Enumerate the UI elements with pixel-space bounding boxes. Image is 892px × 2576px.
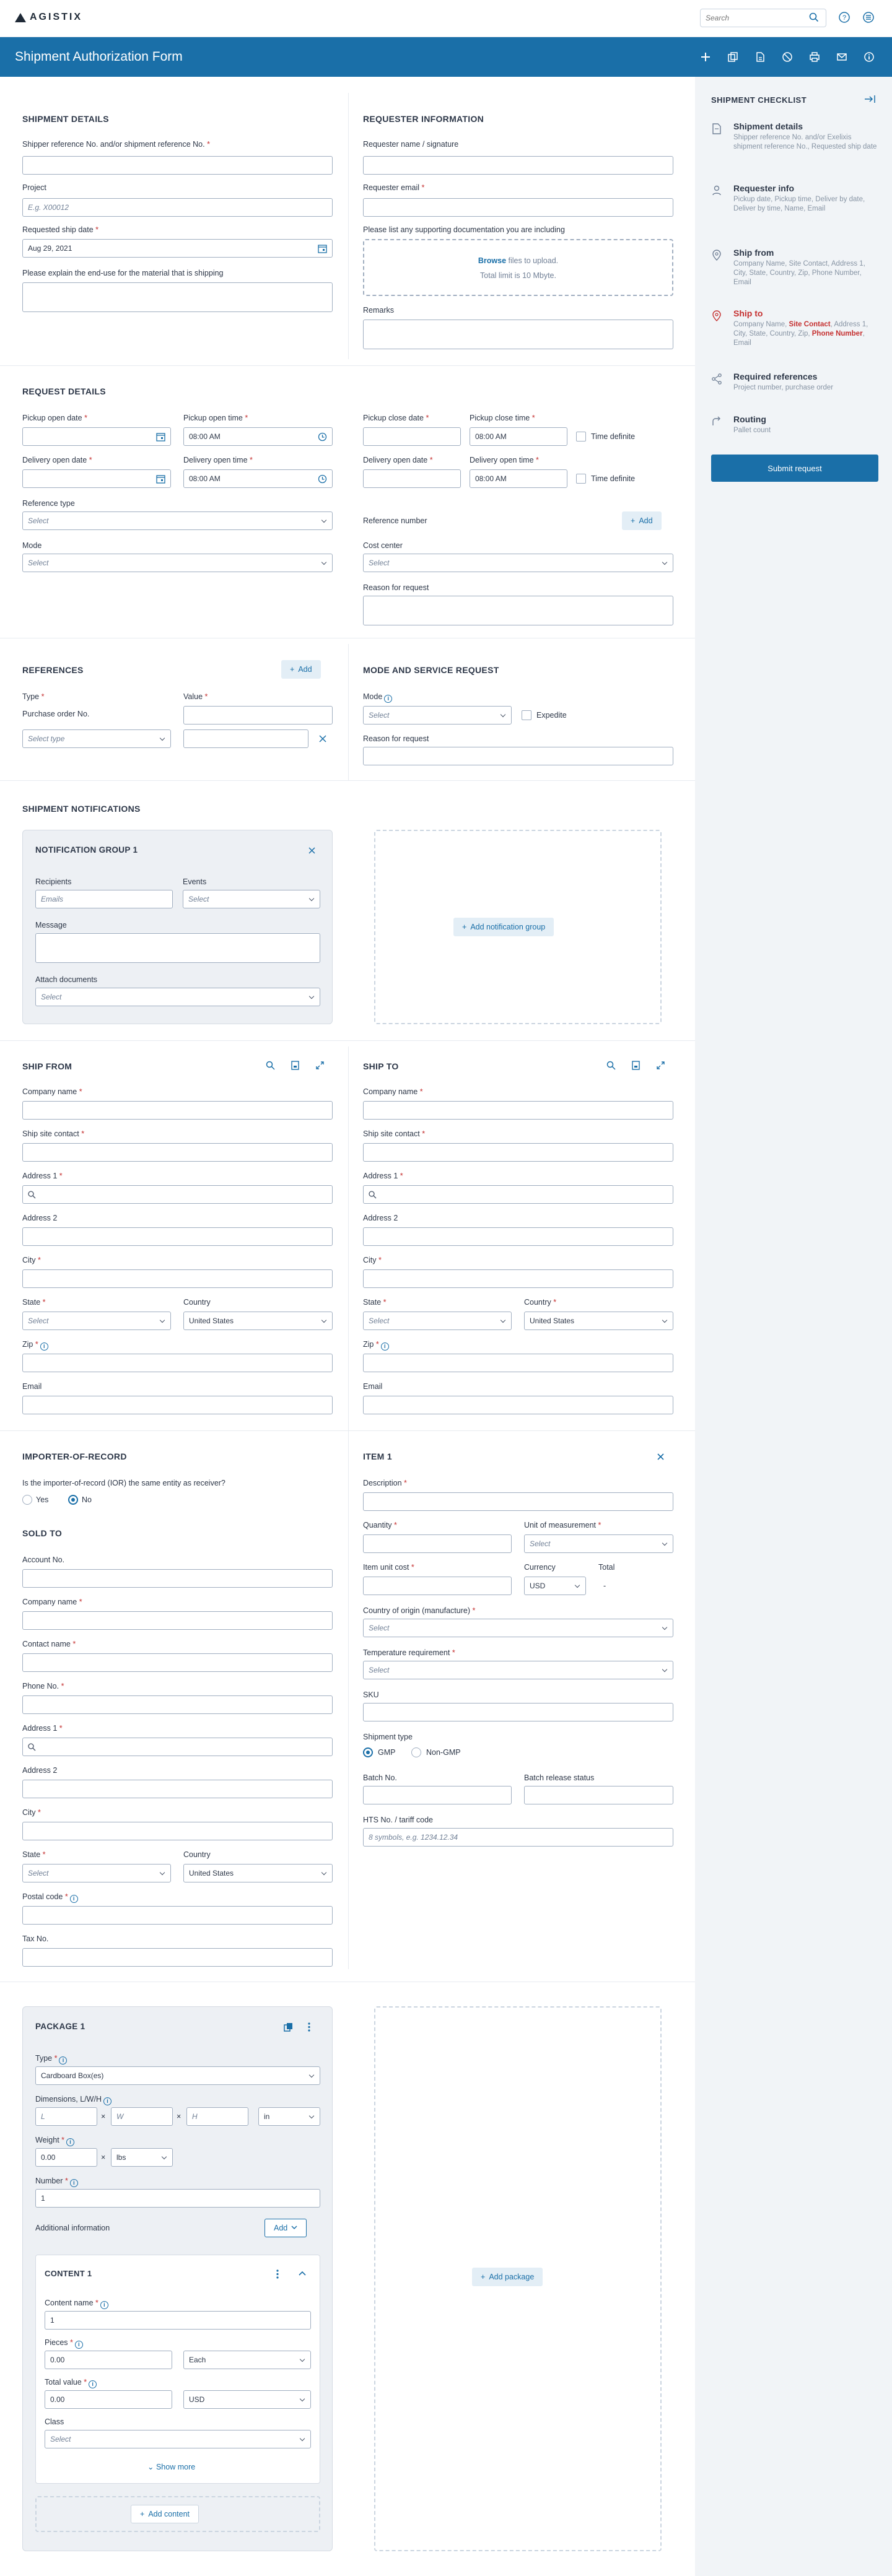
times-separator: × bbox=[101, 2112, 106, 2121]
field-label: Company name * bbox=[363, 1087, 423, 1096]
plus-icon: + bbox=[140, 2510, 145, 2518]
ship-from-company-input[interactable] bbox=[22, 1101, 333, 1120]
field-label: Batch No. bbox=[363, 1773, 397, 1782]
package-type-select[interactable]: Cardboard Box(es) bbox=[35, 2066, 320, 2085]
checklist-item-ship-from[interactable] bbox=[711, 248, 878, 287]
weight-input[interactable]: 0.00 bbox=[35, 2148, 97, 2167]
field-label: Reference number bbox=[363, 516, 427, 525]
add-reference-button[interactable]: + Add bbox=[622, 511, 662, 530]
field-label: Weight * i bbox=[35, 2136, 74, 2146]
sold-to-state-select[interactable]: Select bbox=[22, 1864, 171, 1882]
width-input[interactable]: W bbox=[111, 2107, 173, 2126]
section-title-notifications: SHIPMENT NOTIFICATIONS bbox=[22, 804, 141, 814]
checklist-item-title: Required references bbox=[733, 372, 818, 381]
sold-to-phone-input[interactable] bbox=[22, 1695, 333, 1714]
item-sku-input[interactable] bbox=[363, 1703, 673, 1721]
field-label: Please explain the end-use for the material that is shipping bbox=[22, 269, 224, 277]
location-pin-icon bbox=[711, 310, 722, 324]
pickup-close-date-input[interactable] bbox=[363, 427, 461, 446]
non-gmp-radio[interactable] bbox=[411, 1747, 421, 1757]
field-label: Currency bbox=[524, 1563, 556, 1572]
field-label: Total bbox=[598, 1563, 615, 1572]
ship-to-city-input[interactable] bbox=[363, 1269, 673, 1288]
total-value-input[interactable]: 0.00 bbox=[45, 2390, 172, 2409]
field-label: Address 1 * bbox=[363, 1172, 403, 1180]
show-more-link[interactable]: ⌄ Show more bbox=[147, 2463, 196, 2471]
add-package-button[interactable]: + Add package bbox=[472, 2268, 543, 2286]
logo[interactable] bbox=[15, 12, 82, 23]
field-label: Time definite bbox=[591, 474, 636, 483]
field-label: Reference type bbox=[22, 499, 75, 508]
help-icon[interactable] bbox=[838, 11, 850, 25]
shipment-checklist bbox=[695, 77, 892, 2576]
item-origin-select[interactable]: Select bbox=[363, 1619, 673, 1637]
recipients-input[interactable]: Emails bbox=[35, 890, 173, 908]
pieces-unit-select[interactable]: Each bbox=[183, 2351, 311, 2369]
field-label: Ship site contact * bbox=[22, 1129, 85, 1138]
section-title-importer: IMPORTER-OF-RECORD bbox=[22, 1451, 127, 1461]
field-label: Temperature requirement * bbox=[363, 1648, 455, 1657]
plus-icon: + bbox=[290, 665, 295, 674]
info-icon: i bbox=[66, 2138, 74, 2146]
field-label: Delivery open time * bbox=[470, 456, 539, 464]
item-uom-select[interactable]: Select bbox=[524, 1534, 673, 1553]
times-separator: × bbox=[101, 2153, 106, 2162]
field-label: Description * bbox=[363, 1479, 407, 1487]
checklist-item-title: Shipment details bbox=[733, 121, 803, 131]
sold-to-address1-input[interactable] bbox=[22, 1738, 333, 1756]
field-label: Quantity * bbox=[363, 1521, 397, 1530]
field-label: City * bbox=[22, 1256, 41, 1264]
field-label: Number * i bbox=[35, 2177, 78, 2187]
notification-group-card bbox=[22, 830, 333, 1024]
item-quantity-input[interactable] bbox=[363, 1534, 512, 1553]
checklist-title: SHIPMENT CHECKLIST bbox=[711, 95, 807, 105]
field-label: Unit of measurement * bbox=[524, 1521, 601, 1530]
content-card bbox=[35, 2255, 320, 2484]
search-icon[interactable] bbox=[605, 1059, 617, 1071]
swap-icon[interactable] bbox=[654, 1059, 667, 1071]
reference-value-input[interactable] bbox=[183, 706, 333, 724]
close-icon[interactable] bbox=[307, 845, 317, 855]
field-label: State * bbox=[22, 1298, 46, 1307]
field-label: Country of origin (manufacture) * bbox=[363, 1606, 476, 1615]
field-label: State * bbox=[363, 1298, 387, 1307]
info-icon: i bbox=[75, 2341, 83, 2349]
field-label: Attach documents bbox=[35, 975, 98, 984]
sold-to-contact-input[interactable] bbox=[22, 1653, 333, 1672]
checklist-item-ship-to[interactable] bbox=[711, 308, 878, 348]
dimension-unit-select[interactable]: in bbox=[258, 2107, 320, 2126]
field-label: Dimensions, L/W/H i bbox=[35, 2095, 112, 2105]
gmp-radio[interactable] bbox=[363, 1747, 373, 1757]
search-icon bbox=[28, 1743, 36, 1751]
checklist-item-desc: Shipper reference No. and/or Exelixis shipment reference No., Requested ship date bbox=[733, 134, 877, 150]
field-label: Email bbox=[22, 1382, 42, 1391]
field-label: Company name * bbox=[22, 1598, 82, 1606]
field-label: Ship site contact * bbox=[363, 1129, 426, 1138]
field-label: Country * bbox=[524, 1298, 557, 1307]
attach-documents-select[interactable]: Select bbox=[35, 988, 320, 1006]
content-title: CONTENT 1 bbox=[45, 2269, 92, 2278]
field-label: State * bbox=[22, 1850, 46, 1859]
chevron-down-icon bbox=[291, 2224, 297, 2232]
field-label: Mode bbox=[22, 541, 42, 550]
field-label: Company name * bbox=[22, 1087, 82, 1096]
checklist-item-required-references[interactable] bbox=[711, 372, 878, 393]
info-icon[interactable] bbox=[861, 50, 877, 64]
field-label: Pieces * i bbox=[45, 2338, 83, 2349]
reason-textarea[interactable] bbox=[363, 747, 673, 765]
menu-icon[interactable] bbox=[862, 11, 875, 25]
info-icon: i bbox=[59, 2056, 67, 2065]
ship-from-zip-input[interactable] bbox=[22, 1354, 333, 1372]
info-icon: i bbox=[100, 2301, 108, 2309]
mode-select[interactable]: Select bbox=[22, 554, 333, 572]
ship-to-address2-input[interactable] bbox=[363, 1227, 673, 1246]
field-label: Reason for request bbox=[363, 583, 429, 592]
checklist-item-shipment-details[interactable] bbox=[711, 121, 878, 152]
checklist-item-routing[interactable] bbox=[711, 414, 878, 435]
delivery-open-time-input[interactable]: 08:00 AM bbox=[183, 469, 333, 488]
reference-type-text: Purchase order No. bbox=[22, 710, 90, 718]
item-total-value: - bbox=[603, 1582, 606, 1590]
checklist-item-desc: Pickup date, Pickup time, Deliver by date, Deliver by time, Name, Email bbox=[733, 196, 865, 212]
add-reference-row-button[interactable]: + Add bbox=[281, 660, 321, 679]
svg-text:?: ? bbox=[842, 14, 847, 22]
ior-no-radio[interactable] bbox=[68, 1495, 78, 1505]
sold-to-company-input[interactable] bbox=[22, 1611, 333, 1630]
more-options-icon[interactable] bbox=[303, 2021, 315, 2033]
field-label: Pickup close date * bbox=[363, 414, 429, 422]
save-address-icon[interactable] bbox=[629, 1059, 642, 1071]
routing-icon bbox=[711, 416, 722, 430]
field-label: City * bbox=[363, 1256, 382, 1264]
add-icon[interactable] bbox=[697, 50, 714, 64]
notification-group-title: NOTIFICATION GROUP 1 bbox=[35, 845, 138, 855]
search-icon[interactable] bbox=[264, 1059, 276, 1071]
submit-request-button[interactable]: Submit request bbox=[711, 455, 878, 482]
section-title-references: REFERENCES bbox=[22, 665, 84, 675]
length-input[interactable]: L bbox=[35, 2107, 97, 2126]
field-label: Phone No. * bbox=[22, 1682, 64, 1690]
pickup-close-time-input[interactable]: 08:00 AM bbox=[470, 427, 567, 446]
add-content-button[interactable]: + Add content bbox=[131, 2505, 199, 2523]
print-icon[interactable] bbox=[807, 50, 823, 64]
field-label: Contact name * bbox=[22, 1640, 76, 1648]
add-notification-group-button[interactable]: + Add notification group bbox=[453, 918, 554, 936]
pickup-open-date-input[interactable] bbox=[22, 427, 171, 446]
sold-to-tax-input[interactable] bbox=[22, 1948, 333, 1967]
top-bar bbox=[0, 0, 892, 37]
field-label: Time definite bbox=[591, 432, 636, 441]
field-label: Country bbox=[183, 1850, 211, 1859]
collapse-sidebar-icon[interactable] bbox=[864, 94, 876, 106]
delivery-open-date-input[interactable] bbox=[22, 469, 171, 488]
field-label: Expedite bbox=[536, 711, 567, 720]
more-options-icon[interactable] bbox=[271, 2268, 284, 2280]
field-label: Zip * i bbox=[363, 1340, 389, 1351]
field-label: Content name * i bbox=[45, 2299, 108, 2309]
ship-to-email-input[interactable] bbox=[363, 1396, 673, 1414]
sold-to-city-input[interactable] bbox=[22, 1822, 333, 1840]
field-label: Pickup open time * bbox=[183, 414, 248, 422]
time-definite-checkbox[interactable] bbox=[576, 474, 586, 484]
logo-text: AGISTIX bbox=[30, 12, 83, 22]
page-header bbox=[0, 37, 892, 77]
sold-to-address2-input[interactable] bbox=[22, 1780, 333, 1798]
pieces-input[interactable]: 0.00 bbox=[45, 2351, 172, 2369]
ship-from-country-select[interactable]: United States bbox=[183, 1312, 333, 1330]
checklist-item-desc: Company Name, Site Contact, Address 1, City, State, Country, Zip, Phone Number, Email bbox=[733, 260, 865, 286]
ship-to-zip-input[interactable] bbox=[363, 1354, 673, 1372]
field-label: Delivery open time * bbox=[183, 456, 253, 464]
field-label: Postal code * i bbox=[22, 1892, 78, 1903]
section-title-ship-to: SHIP TO bbox=[363, 1061, 399, 1071]
field-label: Item unit cost * bbox=[363, 1563, 414, 1572]
field-label: Value * bbox=[183, 692, 208, 701]
reason-textarea[interactable] bbox=[363, 596, 673, 625]
reference-type-select[interactable]: Select bbox=[22, 511, 333, 530]
field-label: Country bbox=[183, 1298, 211, 1307]
field-label: Pickup open date * bbox=[22, 414, 87, 422]
field-label: Account No. bbox=[22, 1556, 65, 1564]
copy-icon[interactable] bbox=[725, 50, 741, 64]
field-label: Shipment type bbox=[363, 1733, 413, 1741]
info-icon: i bbox=[89, 2380, 97, 2388]
plus-icon: + bbox=[631, 516, 636, 525]
weight-unit-select[interactable]: lbs bbox=[111, 2148, 173, 2167]
field-label: Requested ship date * bbox=[22, 225, 99, 234]
ior-yes-radio[interactable] bbox=[22, 1495, 32, 1505]
field-label: Requester name / signature bbox=[363, 140, 459, 149]
info-icon: i bbox=[381, 1342, 389, 1351]
item-unit-cost-input[interactable] bbox=[363, 1577, 512, 1595]
field-label: Email bbox=[363, 1382, 383, 1391]
hts-code-input[interactable]: 8 symbols, e.g. 1234.12.34 bbox=[363, 1828, 673, 1847]
project-input[interactable]: E.g. X00012 bbox=[22, 198, 333, 217]
cancel-icon[interactable] bbox=[779, 50, 795, 64]
package-number-input[interactable]: 1 bbox=[35, 2189, 320, 2208]
field-label: Reason for request bbox=[363, 734, 429, 743]
info-icon: i bbox=[103, 2097, 112, 2105]
field-label: Cost center bbox=[363, 541, 403, 550]
search-icon[interactable] bbox=[809, 12, 819, 24]
calendar-icon[interactable] bbox=[318, 244, 327, 255]
field-label: SKU bbox=[363, 1690, 379, 1699]
time-definite-checkbox[interactable] bbox=[576, 432, 586, 442]
field-label: Shipper reference No. and/or shipment reference No. * bbox=[22, 140, 210, 149]
info-icon: i bbox=[40, 1342, 48, 1351]
file-upload-dropzone[interactable]: Browse files to upload. Total limit is 10 Mbyte. bbox=[363, 239, 673, 296]
calendar-icon[interactable] bbox=[156, 474, 165, 485]
field-label: HTS No. / tariff code bbox=[363, 1816, 434, 1824]
cost-center-select[interactable]: Select bbox=[363, 554, 673, 572]
plus-icon: + bbox=[462, 923, 467, 931]
pickup-open-time-input[interactable]: 08:00 AM bbox=[183, 427, 333, 446]
ship-to-company-input[interactable] bbox=[363, 1101, 673, 1120]
field-label: Additional information bbox=[35, 2224, 110, 2232]
ship-to-country-select[interactable]: United States bbox=[524, 1312, 673, 1330]
sold-to-postal-input[interactable] bbox=[22, 1906, 333, 1925]
item-currency-select[interactable]: USD bbox=[524, 1577, 586, 1595]
section-title-ship-from: SHIP FROM bbox=[22, 1061, 72, 1071]
requester-email-input[interactable] bbox=[363, 198, 673, 217]
field-label: GMP bbox=[378, 1748, 396, 1757]
field-label: Project bbox=[22, 183, 46, 192]
browse-link[interactable]: Browse bbox=[478, 256, 507, 265]
field-label: No bbox=[82, 1495, 92, 1504]
field-label: Type * i bbox=[35, 2054, 67, 2065]
package-card bbox=[22, 2006, 333, 2551]
add-additional-info-button[interactable]: Add bbox=[265, 2219, 307, 2237]
info-icon: i bbox=[70, 2179, 78, 2187]
height-input[interactable]: H bbox=[186, 2107, 248, 2126]
field-label: Is the importer-of-record (IOR) the same entity as receiver? bbox=[22, 1479, 225, 1487]
field-label: Please list any supporting documentation you are including bbox=[363, 225, 565, 234]
chevron-up-icon[interactable] bbox=[296, 2268, 308, 2280]
ship-to-state-select[interactable]: Select bbox=[363, 1312, 512, 1330]
info-icon: i bbox=[70, 1895, 78, 1903]
calendar-icon[interactable] bbox=[156, 432, 165, 443]
email-icon[interactable] bbox=[834, 50, 850, 64]
close-icon[interactable] bbox=[317, 733, 328, 744]
share-icon bbox=[711, 373, 722, 387]
field-label: Address 2 bbox=[22, 1214, 58, 1222]
ship-from-address2-input[interactable] bbox=[22, 1227, 333, 1246]
checklist-item-title: Requester info bbox=[733, 183, 795, 193]
sold-to-country-select[interactable]: United States bbox=[183, 1864, 333, 1882]
end-use-textarea[interactable] bbox=[22, 282, 333, 312]
delivery-close-date-input[interactable] bbox=[363, 469, 461, 488]
field-label: Total value * i bbox=[45, 2378, 97, 2388]
ship-from-state-select[interactable]: Select bbox=[22, 1312, 171, 1330]
content-name-input[interactable]: 1 bbox=[45, 2311, 311, 2330]
checklist-item-desc: Pallet count bbox=[733, 427, 771, 434]
ship-from-contact-input[interactable] bbox=[22, 1143, 333, 1162]
search-icon bbox=[28, 1191, 36, 1199]
search-icon bbox=[369, 1191, 377, 1199]
field-label: Remarks bbox=[363, 306, 395, 315]
checklist-item-title: Routing bbox=[733, 414, 766, 424]
checklist-item-title: Ship from bbox=[733, 248, 774, 258]
field-label: Type * bbox=[22, 692, 45, 701]
ship-to-address1-input[interactable] bbox=[363, 1185, 673, 1204]
field-label: Address 1 * bbox=[22, 1172, 63, 1180]
field-label: Address 2 bbox=[22, 1766, 58, 1775]
info-icon: i bbox=[384, 695, 392, 703]
clock-icon[interactable] bbox=[318, 474, 327, 485]
account-number-input[interactable] bbox=[22, 1569, 333, 1588]
ship-from-address1-input[interactable] bbox=[22, 1185, 333, 1204]
package-title: PACKAGE 1 bbox=[35, 2022, 85, 2031]
field-label: Tax No. bbox=[22, 1934, 49, 1943]
field-label: Address 1 * bbox=[22, 1724, 63, 1733]
mode-select[interactable]: Select bbox=[363, 706, 512, 724]
checklist-item-requester-info[interactable] bbox=[711, 183, 878, 214]
swap-icon[interactable] bbox=[313, 1059, 326, 1071]
search-input[interactable] bbox=[700, 9, 826, 27]
reference-value-input[interactable] bbox=[183, 729, 308, 748]
remarks-textarea[interactable] bbox=[363, 320, 673, 349]
field-label: Delivery open date * bbox=[22, 456, 92, 464]
field-label: City * bbox=[22, 1808, 41, 1817]
item-temperature-select[interactable]: Select bbox=[363, 1661, 673, 1679]
field-label: Mode i bbox=[363, 692, 392, 703]
requested-ship-date-input[interactable]: Aug 29, 2021 bbox=[22, 239, 333, 258]
chevron-down-icon: ⌄ bbox=[147, 2463, 154, 2471]
section-title-sold-to: SOLD TO bbox=[22, 1528, 63, 1538]
section-title-item: ITEM 1 bbox=[363, 1451, 392, 1461]
checklist-item-title: Ship to bbox=[733, 308, 763, 318]
batch-number-input[interactable] bbox=[363, 1786, 512, 1804]
message-textarea[interactable] bbox=[35, 933, 320, 963]
field-label: Non-GMP bbox=[426, 1748, 461, 1757]
ship-to-contact-input[interactable] bbox=[363, 1143, 673, 1162]
item-description-input[interactable] bbox=[363, 1492, 673, 1511]
ship-from-city-input[interactable] bbox=[22, 1269, 333, 1288]
page-title: Shipment Authorization Form bbox=[15, 50, 183, 64]
section-title-shipment-details: SHIPMENT DETAILS bbox=[22, 114, 109, 124]
logo-mark-icon bbox=[15, 13, 26, 22]
delivery-close-time-input[interactable]: 08:00 AM bbox=[470, 469, 567, 488]
duplicate-icon[interactable] bbox=[282, 2021, 294, 2033]
section-title-request-details: REQUEST DETAILS bbox=[22, 386, 106, 396]
field-label: Zip * i bbox=[22, 1340, 48, 1351]
field-label: Events bbox=[183, 877, 207, 886]
section-title-mode-service: MODE AND SERVICE REQUEST bbox=[363, 665, 499, 675]
plus-icon: + bbox=[481, 2273, 486, 2281]
field-label: Pickup close time * bbox=[470, 414, 535, 422]
requester-name-input[interactable] bbox=[363, 156, 673, 175]
field-label: Yes bbox=[36, 1495, 49, 1504]
events-select[interactable]: Select bbox=[183, 890, 320, 908]
field-label: Message bbox=[35, 921, 67, 929]
expedite-checkbox[interactable] bbox=[522, 710, 531, 720]
location-pin-icon bbox=[711, 249, 722, 263]
section-title-requester: REQUESTER INFORMATION bbox=[363, 114, 484, 124]
field-label: Recipients bbox=[35, 877, 72, 886]
field-label: Class bbox=[45, 2417, 64, 2426]
save-address-icon[interactable] bbox=[289, 1059, 301, 1071]
field-label: Batch release status bbox=[524, 1773, 595, 1782]
shipper-reference-input[interactable] bbox=[22, 156, 333, 175]
times-separator: × bbox=[177, 2112, 181, 2121]
checklist-item-desc: Company Name, Site Contact, Address 1, City, State, Country, Zip, Phone Number, Email bbox=[733, 321, 868, 347]
document-icon bbox=[711, 123, 722, 137]
person-icon bbox=[711, 185, 722, 199]
field-label: Address 2 bbox=[363, 1214, 398, 1222]
checklist-item-desc: Project number, purchase order bbox=[733, 384, 834, 391]
document-icon[interactable] bbox=[752, 50, 768, 64]
batch-status-input[interactable] bbox=[524, 1786, 673, 1804]
field-label: Requester email * bbox=[363, 183, 425, 192]
field-label: Delivery open date * bbox=[363, 456, 433, 464]
ship-from-email-input[interactable] bbox=[22, 1396, 333, 1414]
class-select[interactable]: Select bbox=[45, 2430, 311, 2448]
close-icon[interactable] bbox=[655, 1451, 665, 1461]
value-currency-select[interactable]: USD bbox=[183, 2390, 311, 2409]
clock-icon[interactable] bbox=[318, 432, 327, 443]
reference-type-select[interactable]: Select type bbox=[22, 729, 171, 748]
